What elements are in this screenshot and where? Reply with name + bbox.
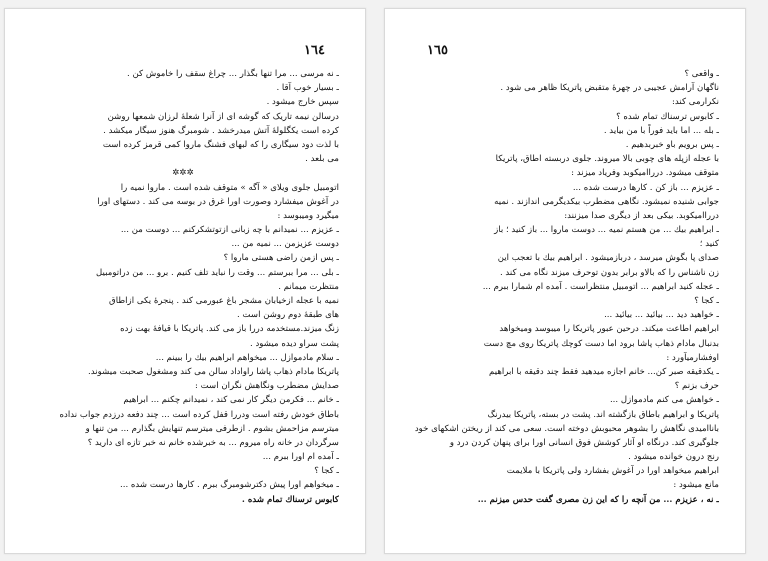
text-line: ـ بلی ... مرا ببرستم ... وقت را نباید تلف کنیم . برو ... من دراتومبیل: [96, 267, 339, 278]
text-line: زنگ میزند.مستخدمه دررا باز می کند. پاتریکا با قیافهٔ بهت زده: [120, 324, 339, 335]
text-line: می بلعد .: [305, 154, 339, 165]
text-line: درراامیکوبد. بیکی بعد از دیگری صدا میزنند:: [564, 210, 719, 221]
text-line: ـ واقعی ؟: [684, 69, 719, 79]
text-line: درسالن نیمه تاریک که گوشه ای از آنرا شعلهٔ لرزان شمعها روشن: [107, 111, 339, 122]
right-page-number: ١٦٥: [427, 43, 448, 58]
text-line: منتظرت میمانم .: [278, 281, 339, 292]
text-line: صدایش مضطرب ونگاهش نگران است :: [194, 381, 339, 392]
text-line: نکرارمی کند:: [671, 97, 719, 108]
text-line: ـ عزیزم ... نمیدانم با چه زبانی ازتوتشکرکنم ... دوست من ...: [120, 225, 339, 236]
text-line: ـ بسیار خوب آقا .: [276, 83, 339, 94]
text-line: ـ سلام مادموازل ... میخواهم ابراهیم بیك را ببینم ...: [155, 352, 339, 363]
text-line: ـ یکدقیقه صبر کن... خانم اجازه میدهید فقط چند دقیقه با ابراهیم: [489, 366, 719, 377]
text-line: بدنبال مادام ذهاب پاشا برود اما دست کوچك پاتریکا روی مچ دست: [483, 338, 719, 349]
text-line: ـ خانم ... فکرمن دیگر کار نمی کند ، نمیدانم چکنم ... ابراهیم: [123, 395, 339, 406]
text-line: پاتریکا و ابراهیم باطاق بازگشته اند. پشت در بسته، پاتریکا بیدرنگ: [487, 409, 719, 420]
right-page-text: [407, 67, 719, 507]
text-line: با لذت دود سیگاری را که لبهای فشنگ ماروا کمی قرمز کرده است: [102, 139, 339, 150]
text-line: ابراهیم میخواهد اورا در آغوش بفشارد ولی پاتریکا با ملایمت: [506, 466, 719, 477]
text-line: سپس خارج میشود .: [266, 97, 339, 108]
text-line: ـ خواهش می کنم مادموازل ...: [609, 395, 719, 406]
text-line: باطاق خودش رفته است ودررا قفل کرده است ... چند دفعه درزدم جواب نداده: [59, 409, 339, 420]
left-page-number: ١٦٤: [304, 43, 325, 58]
section-divider: ✲✲✲: [172, 168, 194, 179]
text-line: دوست عزیزمن ... نمیه من ...: [231, 239, 339, 250]
text-line: حرف بزنم ؟: [674, 381, 719, 392]
text-line: ـ عجله کنید ابراهیم ... اتومبیل منتظراست . آمده ام شمارا ببرم ...: [482, 281, 719, 292]
text-line: متوقف میشود. درراامیکوبد وفریاد میزند :: [571, 168, 719, 179]
text-line: های طبقهٔ دوم روشن است .: [236, 310, 339, 321]
text-line: میترسم مزاحمش بشوم . ازطرفی میترسم تنهایش بگذارم ... من تنها و: [85, 423, 339, 434]
text-line: سرگردان در خانه راه میروم ... به خبرشده خانم نه خبر تازه ای دارید ؟: [87, 437, 339, 448]
text-line: ـ کجا ؟: [314, 466, 339, 477]
text-line: ـ بله ... اما باید فوراً با من بیاید .: [603, 125, 719, 136]
text-line: ـ پس برویم باو خبربدهیم .: [625, 139, 719, 150]
text-line: اوفشارمیآورد :: [666, 352, 719, 363]
text-line: ـ خواهید دید ... بیائید ... بیائید ...: [604, 310, 719, 321]
text-line: کنید ؛: [699, 239, 719, 250]
text-line: رنج درون خوانده میشود .: [628, 452, 719, 463]
text-line: ـ کابوس ترسناك تمام شده ؟: [616, 111, 719, 122]
text-line: زن ناشناس را که بالاو برابر بدون توحرف میزند نگاه می کند .: [499, 267, 719, 278]
text-line: پاتریکا مادام ذهاب پاشا راواداد سالن می کند ومشغول صحبت میشوند.: [88, 366, 339, 377]
text-line: ـ پس ازمن راضی هستی ماروا ؟: [223, 253, 339, 264]
text-line: ناگهان آرامش عجیبی در چهرهٔ متقبض پاتریکا ظاهر می شود .: [500, 83, 719, 94]
text-line: ـ میخواهم اورا پیش دکترشومبرگ ببرم . کارها درست شده ...: [119, 480, 339, 491]
text-line: ـ عزیزم ... باز کن . کارها درست شده ...: [572, 182, 719, 193]
text-line: با عجله ازپله های چوبی بالا میروند. جلوی دربسته اطاق، پاتریکا: [495, 154, 719, 165]
text-line: کابوس ترسناك تمام شده .: [241, 494, 339, 505]
text-line: اتومبیل جلوی ویلای « آگه » متوقف شده است . ماروا نمیه را: [120, 182, 339, 193]
text-line: در آغوش میفشارد وصورت اورا غرق در بوسه می کند . دستهای اورا: [97, 196, 339, 207]
text-line: ابراهیم اطاعت میکند. درحین عبور پاتریکا را میبوسد ومیخواهد: [499, 324, 719, 335]
left-page: [4, 8, 366, 554]
text-line: میگیرد ومیبوسد :: [277, 210, 339, 221]
text-line: ـ آمده ام اورا ببرم ...: [262, 452, 339, 463]
text-line: ـ نه مرسی ... مرا تنها بگذار ... چراغ سقف را خاموش کن .: [127, 69, 339, 79]
text-line: پشت سراو دیده میشود .: [250, 338, 339, 349]
text-line: جوابی شنیده نمیشود. نگاهی مضطرب بیکدیگرمی اندازند . نمیه: [494, 196, 719, 207]
text-line: ـ ابراهیم بیك ... من هستم نمیه ... دوست ماروا ... باز کنید ؛ باز: [494, 225, 719, 236]
text-line: ـ کجا ؟: [694, 296, 719, 306]
right-page: [384, 8, 746, 554]
text-line: جلوگیری کند. درنگاه او آثار کوشش فوق انسانی اورا برای پنهان کردن درد و: [449, 437, 719, 448]
text-line: کرده است یکگلولهٔ آتش میدرخشد . شومبرگ هنوز سیگار میکشد .: [103, 125, 339, 136]
text-line: صدای پا بگوش میرسد ، دربازمیشود . ابراهیم بیك با تعجب این: [497, 253, 719, 264]
text-line: باناامیدی نگاهش را بشوهر محبوبش دوخته است. سعی می کند از ریختن اشکهای خود: [414, 423, 719, 434]
text-line: مانع میشود :: [673, 480, 719, 491]
left-page-text: [27, 67, 339, 507]
text-line: نمیه با عجله ازخیابان مشجر باغ عبورمی کند . پنجرهٔ یکی ازاطاق: [109, 296, 339, 306]
text-line: ـ نه ، عزیزم ... من آنچه را که این زن مصری گفت حدس میزنم ...: [477, 494, 719, 505]
